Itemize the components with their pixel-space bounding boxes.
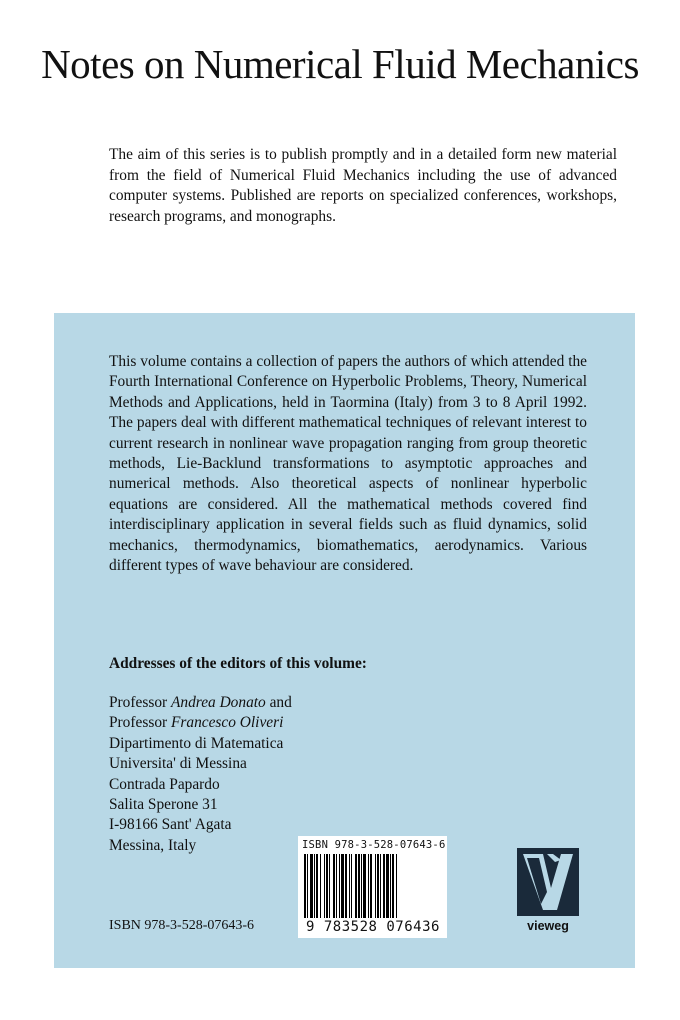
barcode-bar bbox=[380, 854, 381, 918]
address-line: Salita Sperone 31 bbox=[109, 796, 218, 814]
editor-addresses bbox=[109, 693, 292, 856]
barcode-bar bbox=[341, 854, 344, 918]
barcode-bar bbox=[368, 854, 369, 918]
address-line: I-98166 Sant' Agata bbox=[109, 816, 232, 834]
volume-description: This volume contains a collection of papers the authors of which attended the Fourth International Conference on Hyperbolic Problems, Theory, Numerical Methods and Applications, held in Taormina (Italy) from 3 to 8 April 1992. The papers deal with different mathematical techniques of relevant interest to current research in nonlinear wave propagation ranging from group theoretic methods, Lie-Backlund transformations to asymptotic approaches and numerical methods. Also theoretical aspects of nonlinear hyperbolic equations are considered. All the mathematical methods covered find interdisciplinary application in several fields such as fluid dynamics, solid mechanics, thermodynamics, biomathematics, aerodynamics. Various different types of wave behaviour are considered. bbox=[109, 353, 587, 575]
barcode-bar bbox=[336, 854, 337, 918]
barcode-bar bbox=[383, 854, 385, 918]
barcode-bar bbox=[361, 854, 362, 918]
address-line: Messina, Italy bbox=[109, 836, 197, 854]
barcode-bar bbox=[316, 854, 318, 918]
barcode-bar bbox=[329, 854, 330, 918]
barcode-digits: 9 783528 076436 bbox=[306, 919, 440, 935]
barcode-box bbox=[298, 836, 447, 938]
barcode-bar bbox=[377, 854, 379, 918]
barcode-bar bbox=[333, 854, 335, 918]
address-line: Contrada Papardo bbox=[109, 775, 220, 793]
barcode-bar bbox=[375, 854, 376, 918]
barcode-bar bbox=[320, 854, 321, 918]
barcode-bar bbox=[358, 854, 360, 918]
barcode-bar bbox=[339, 854, 340, 918]
barcode-bar bbox=[386, 854, 389, 918]
barcode-bar bbox=[304, 854, 306, 918]
barcode-bar bbox=[392, 854, 394, 918]
barcode-bar bbox=[390, 854, 391, 918]
barcode-bar bbox=[355, 854, 357, 918]
editor-name-1: Andrea Donato bbox=[170, 694, 266, 711]
editor-line-1: Professor Andrea Donato and bbox=[109, 694, 292, 711]
address-line: Dipartimento di Matematica bbox=[109, 734, 284, 752]
barcode-bar bbox=[363, 854, 366, 918]
address-line: Universita' di Messina bbox=[109, 755, 247, 773]
barcode-bar bbox=[370, 854, 372, 918]
barcode-bar bbox=[349, 854, 350, 918]
barcode-bar bbox=[314, 854, 315, 918]
barcode-bar bbox=[351, 854, 352, 918]
isbn-label: ISBN 978-3-528-07643-6 bbox=[109, 918, 255, 933]
vieweg-logo-icon bbox=[517, 848, 579, 928]
editor-line-2: Professor Francesco Oliveri bbox=[109, 714, 284, 732]
editor-name-2: Francesco Oliveri bbox=[170, 714, 284, 732]
barcode-bar bbox=[326, 854, 328, 918]
barcode-bar bbox=[324, 854, 325, 918]
publisher-name: vieweg bbox=[527, 919, 569, 933]
barcode-bar bbox=[310, 854, 313, 918]
barcode-bar bbox=[345, 854, 347, 918]
addresses-heading: Addresses of the editors of this volume: bbox=[109, 655, 367, 672]
barcode-bar bbox=[396, 854, 397, 918]
barcode-bars bbox=[302, 854, 443, 918]
series-aim-text: The aim of this series is to publish promptly and in a detailed form new material from the field of Numerical Fluid Mechanics including the use of advanced computer systems. Published are reports on specialized conferences, workshops, research programs, and monographs. bbox=[109, 146, 617, 225]
barcode-bar bbox=[307, 854, 308, 918]
series-title: Notes on Numerical Fluid Mechanics bbox=[41, 41, 639, 87]
barcode-isbn-label: ISBN 978-3-528-07643-6 bbox=[302, 839, 446, 851]
description-panel bbox=[54, 313, 635, 968]
